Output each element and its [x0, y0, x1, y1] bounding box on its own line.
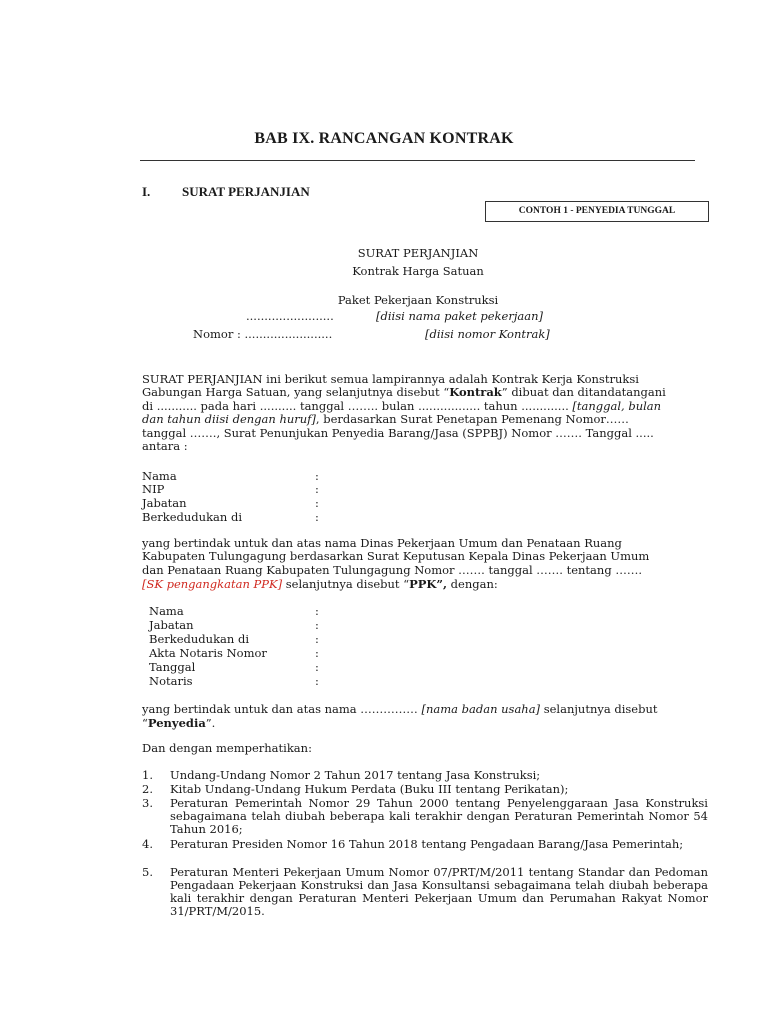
intro-line-6: antara :: [142, 439, 188, 453]
example-label-box: CONTOH 1 - PENYEDIA TUNGGAL: [485, 201, 709, 222]
party2-field-row: Nama :: [149, 604, 319, 618]
party1-line-2: Kabupaten Tulungagung berdasarkan Surat Keputusan Kepala Dinas Pekerjaan Umum: [142, 549, 650, 563]
sk-ppk-hint: [SK pengangkatan PPK]: [142, 577, 283, 591]
contract-number-hint: [diisi nomor Kontrak]: [425, 327, 550, 341]
intro-line-5: tanggal ……., Surat Penunjukan Penyedia Barang/Jasa (SPPBJ) Nomor ……. Tanggal .....: [142, 426, 654, 440]
title-divider: [140, 160, 695, 161]
list-item: 4. Peraturan Presiden Nomor 16 Tahun 2018 tentang Pengadaan Barang/Jasa Pemerintah;: [142, 837, 684, 851]
intro-line-4: dan tahun diisi dengan huruf], berdasarkan Surat Penetapan Pemenang Nomor……: [142, 412, 629, 426]
party2-line-1: yang bertindak untuk dan atas nama …………… [nama badan usaha] selanjutnya disebut: [142, 702, 658, 716]
considering-heading: Dan dengan memperhatikan:: [142, 741, 312, 755]
section-heading: [142, 184, 310, 200]
list-item: 5. Peraturan Menteri Pekerjaan Umum Nomor 07/PRT/M/2011 tentang Standar dan Pedoman Pengadaan Pekerjaan Konstruksi dan Jasa Konsultansi sebagaimana telah diubah beberapa kali terakhir dengan Peraturan Menteri Pekerjaan Umum dan Perumahan Rakyat Nomor 31/PRT/M/2015.: [142, 865, 708, 918]
intro-line-2: Gabungan Harga Satuan, yang selanjutnya disebut “Kontrak” dibuat dan ditandatangani: [142, 385, 666, 399]
party1-line-3: dan Penataan Ruang Kabupaten Tulungagung Nomor ……. tanggal ……. tentang …….: [142, 563, 642, 577]
doc-subtitle: Kontrak Harga Satuan: [352, 264, 484, 278]
party1-field-row: NIP :: [142, 482, 319, 496]
party1-line-4: [SK pengangkatan PPK] selanjutnya disebut “PPK”, dengan:: [142, 577, 498, 591]
contract-number-label: Nomor : ........................: [193, 327, 333, 341]
party2-field-row: Jabatan :: [149, 618, 319, 632]
kontrak-term: Kontrak: [449, 385, 502, 399]
package-type: Paket Pekerjaan Konstruksi: [337, 293, 499, 307]
intro-line-1: SURAT PERJANJIAN ini berikut semua lampirannya adalah Kontrak Kerja Konstruksi: [142, 372, 639, 386]
list-item: 2. Kitab Undang-Undang Hukum Perdata (Buku III tentang Perikatan);: [142, 782, 569, 796]
party1-line-1: yang bertindak untuk dan atas nama Dinas Pekerjaan Umum dan Penataan Ruang: [142, 536, 622, 550]
list-item: 1. Undang-Undang Nomor 2 Tahun 2017 tentang Jasa Konstruksi;: [142, 768, 541, 782]
party2-field-row: Notaris :: [149, 674, 319, 688]
ppk-term: PPK”,: [409, 577, 447, 591]
party1-field-row: Nama :: [142, 469, 319, 483]
party2-field-row: Berkedudukan di :: [149, 632, 319, 646]
party1-field-row: Berkedudukan di :: [142, 510, 319, 524]
intro-line-3: di ........... pada hari .......... tanggal …….. bulan ................. tahun ............. [tanggal, bulan: [142, 399, 662, 413]
party2-line-2: “Penyedia”.: [142, 716, 216, 730]
penyedia-term: Penyedia: [147, 716, 206, 730]
list-item: 3. Peraturan Pemerintah Nomor 29 Tahun 2000 tentang Penyelenggaraan Jasa Konstruksi sebagaimana telah diubah beberapa kali terakhir dengan Peraturan Pemerintah Nomor 54 Tahun 2016;: [142, 796, 708, 836]
section-number: I.: [142, 184, 151, 199]
party1-field-row: Jabatan :: [142, 496, 319, 510]
party2-field-row: Tanggal :: [149, 660, 319, 674]
doc-title: SURAT PERJANJIAN: [357, 246, 479, 260]
chapter-title: BAB IX. RANCANGAN KONTRAK: [254, 130, 514, 147]
package-dots: ........................: [246, 309, 334, 323]
party2-field-row: Akta Notaris Nomor :: [149, 646, 319, 660]
section-title: SURAT PERJANJIAN: [182, 184, 310, 199]
package-hint: [diisi nama paket pekerjaan]: [376, 309, 543, 323]
